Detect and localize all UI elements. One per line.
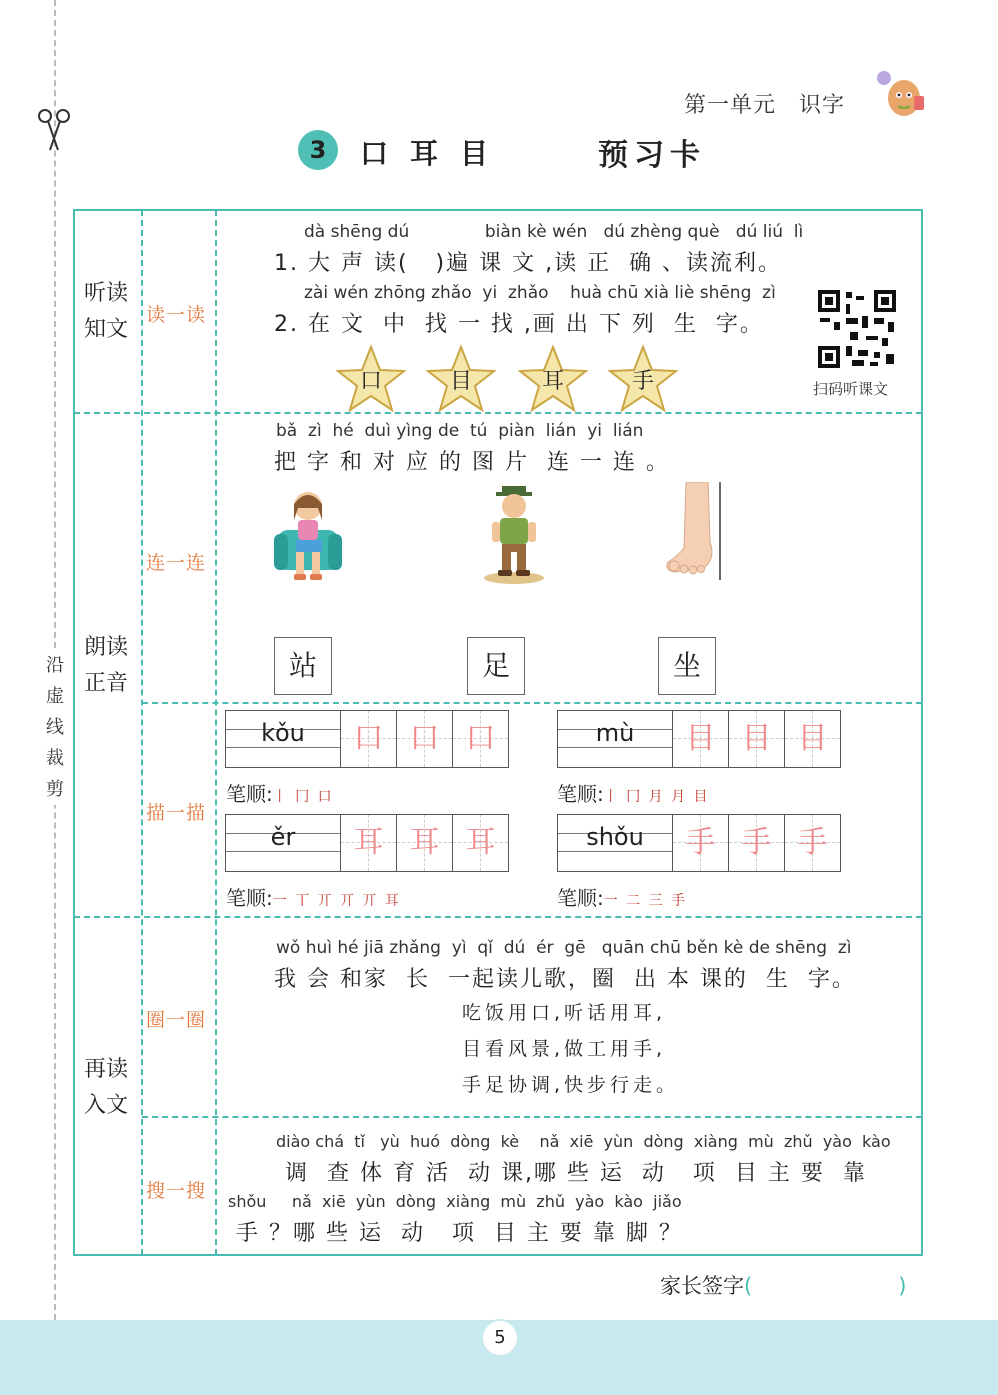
activity-label: 搜一搜 (146, 1180, 207, 1202)
pinyin-cell (226, 815, 340, 871)
star-card (336, 344, 406, 414)
pinyin-text: ěr (270, 823, 296, 851)
tianzi-cell[interactable] (396, 711, 452, 767)
card-title: 预习卡 (598, 138, 706, 173)
activity-label: 连一连 (146, 552, 207, 574)
trace-char: 目 (685, 721, 716, 756)
star-char: 手 (631, 369, 654, 394)
activity-label: 读一读 (146, 304, 207, 326)
char-box[interactable]: 足 (467, 637, 525, 695)
section-label: 听读 知文 (84, 281, 129, 342)
trace-char: 耳 (465, 825, 496, 860)
cut-label: 沿虚线裁剪 (42, 650, 68, 805)
tracing-grid[interactable] (225, 710, 509, 768)
qr-code-icon[interactable] (816, 288, 898, 370)
instruction-text: 调 查 体 育 活 动 课,哪 些 运 动 项 目 主 要 靠 (276, 1161, 867, 1186)
divider (142, 702, 922, 704)
tracing-grid[interactable] (225, 814, 509, 872)
stroke-order (557, 778, 710, 807)
divider (74, 916, 922, 918)
instruction-text: 1. 大 声 读( )遍 课 文 ,读 正 确 、读流利。 (274, 251, 783, 276)
pinyin-text: mù (595, 719, 635, 747)
trace-char: 耳 (353, 825, 384, 860)
stroke-order (226, 882, 401, 911)
char-box[interactable]: 站 (274, 637, 332, 695)
strokes-text: 一 丅 丌 丌 丌 耳 (272, 893, 402, 909)
tianzi-cell[interactable] (672, 815, 728, 871)
divider (141, 210, 143, 1255)
trace-char: 手 (797, 825, 828, 860)
star-card (608, 344, 678, 414)
pinyin-cell (558, 815, 672, 871)
char-box[interactable]: 坐 (658, 637, 716, 695)
strokes-text: 丨 冂 月 月 目 (603, 789, 710, 805)
strokes-text: 丨 冂 口 (272, 789, 334, 805)
divider (142, 1116, 922, 1118)
instruction-text: 把 字 和 对 应 的 图 片 连 一 连 。 (274, 450, 670, 475)
trace-char: 手 (685, 825, 716, 860)
poem-line: 吃饭用口,听话用耳, (462, 1002, 667, 1024)
trace-char: 耳 (409, 825, 440, 860)
star-char: 目 (449, 369, 472, 394)
unit-title: 第一单元 识字 (684, 93, 846, 118)
star-card (426, 344, 496, 414)
stroke-order (226, 778, 334, 807)
poem-line: 手足协调,快步行走。 (462, 1074, 680, 1096)
pinyin-line: diào chá tǐ yù huó dòng kè nǎ xiē yùn dòng xiàng mù zhǔ yào kào (276, 1132, 891, 1151)
stroke-order (557, 882, 687, 911)
stroke-order-label: 笔顺: (557, 782, 604, 806)
trace-char: 口 (465, 721, 496, 756)
foot-image (664, 482, 724, 580)
pinyin-cell (226, 711, 340, 767)
pinyin-line: dà shēng dú biàn kè wén dú zhèng què dú liú lì (304, 222, 804, 242)
lesson-number-badge: 3 (298, 130, 338, 170)
section-label: 再读 入文 (84, 1057, 129, 1118)
tianzi-cell[interactable] (452, 711, 508, 767)
star-char: 口 (359, 369, 382, 394)
section-label: 朗读 正音 (84, 635, 129, 696)
pinyin-line: shǒu nǎ xiē yùn dòng xiàng mù zhǔ yào kào jiǎo (228, 1192, 682, 1211)
man-standing-image (480, 482, 548, 586)
tianzi-cell[interactable] (784, 711, 840, 767)
pinyin-line: bǎ zì hé duì yìng de tú piàn lián yi lián (276, 421, 644, 441)
mascot-icon (872, 66, 928, 122)
tianzi-cell[interactable] (340, 711, 396, 767)
instruction-text: 2. 在 文 中 找 一 找 ,画 出 下 列 生 字。 (274, 312, 764, 337)
star-card (518, 344, 588, 414)
divider (74, 412, 922, 414)
girl-sitting-image (272, 484, 344, 584)
tracing-grid[interactable] (557, 710, 841, 768)
stroke-order-label: 笔顺: (557, 886, 604, 910)
activity-label: 描一描 (146, 802, 207, 824)
activity-label: 圈一圈 (146, 1009, 207, 1031)
trace-char: 目 (741, 721, 772, 756)
pinyin-line: wǒ huì hé jiā zhǎng yì qǐ dú ér gē quān chū běn kè de shēng zì (276, 938, 852, 958)
tianzi-cell[interactable] (784, 815, 840, 871)
tianzi-cell[interactable] (340, 815, 396, 871)
tianzi-cell[interactable] (452, 815, 508, 871)
tianzi-cell[interactable] (728, 815, 784, 871)
tianzi-cell[interactable] (672, 711, 728, 767)
tracing-grid[interactable] (557, 814, 841, 872)
scissors-icon (36, 106, 72, 152)
poem-line: 目看风景,做工用手, (462, 1038, 667, 1060)
tianzi-cell[interactable] (728, 711, 784, 767)
stroke-order-label: 笔顺: (226, 886, 273, 910)
qr-label: 扫码听课文 (813, 380, 889, 398)
trace-char: 口 (353, 721, 384, 756)
star-char: 耳 (541, 369, 564, 394)
tianzi-cell[interactable] (396, 815, 452, 871)
parent-signature[interactable] (660, 1270, 906, 1300)
pinyin-line: zài wén zhōng zhǎo yi zhǎo huà chū xià liè shēng zì (304, 283, 776, 303)
page-number: 5 (481, 1319, 519, 1357)
signature-open: ( (744, 1274, 753, 1298)
trace-char: 口 (409, 721, 440, 756)
strokes-text: 一 二 三 手 (603, 893, 688, 909)
trace-char: 手 (741, 825, 772, 860)
lesson-title: 口耳目 (360, 137, 511, 170)
trace-char: 目 (797, 721, 828, 756)
instruction-text: 我 会 和家 长 一起读儿歌，圈 出 本 课的 生 字。 (274, 967, 856, 992)
pinyin-text: kǒu (261, 719, 305, 747)
instruction-text: 手 ？哪 些 运 动 项 目 主 要 靠 脚 ？ (236, 1221, 683, 1246)
divider (215, 210, 217, 1255)
pinyin-text: shǒu (586, 823, 644, 851)
pinyin-cell (558, 711, 672, 767)
signature-label: 家长签字 (660, 1274, 744, 1298)
stroke-order-label: 笔顺: (226, 782, 273, 806)
signature-close: ) (898, 1274, 907, 1298)
